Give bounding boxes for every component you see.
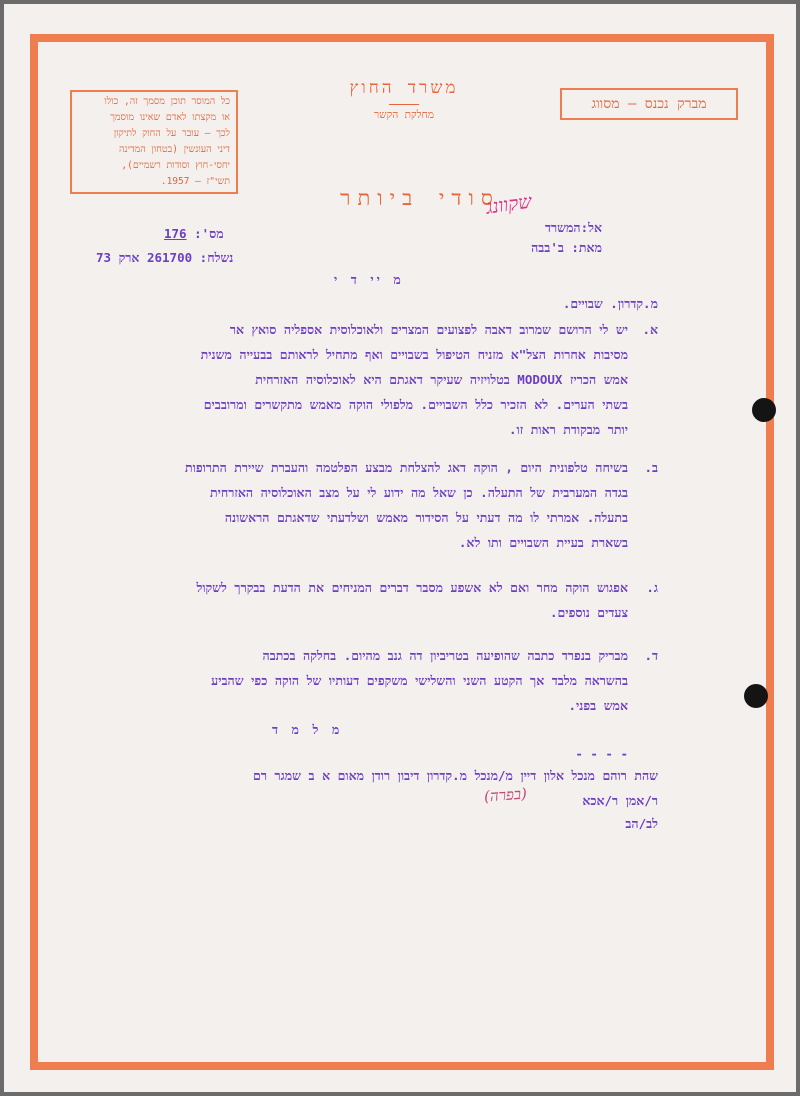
letterhead	[304, 78, 504, 121]
paragraph-line: יש לי הרושם שמרוב דאבה לפצועים המצרים ולאוכלוסית אספליה סואץ אר	[229, 322, 628, 337]
handwritten-mark: שקוונג	[484, 190, 534, 219]
paragraph-line: יותר מבקודת ראות זו.	[509, 422, 628, 437]
paragraph-line: בהשראה מלבד אך הקטע השני והשלישי משקפים דעותיו של הוקה כפי שהביע	[211, 673, 628, 688]
number-value: 176	[164, 226, 187, 241]
paragraph-line: בשתי הערים. לא הזכיר כלל השבויים. מלפולי הוקה מאמש מתקשרים ומרובבים	[203, 397, 628, 412]
document-sheet	[4, 4, 796, 1092]
paragraph-line: מסיבות אחרות הצל"א מזניח הטיפול בשבויים ואף מתחיל לראותם בבעייה משנית	[200, 347, 628, 362]
sent-line	[96, 250, 233, 266]
classification-heading: סודי ביותר	[340, 186, 500, 210]
sent-label: נשלח:	[199, 250, 234, 265]
paragraph-line: בשיחה טלפונית היום , הוקה דאג להצלחת מבצע הפלטמה והעברת שיירת התרופות	[185, 460, 628, 475]
legal-notice-line: יחסי-חוץ וסודות רשמיים),	[121, 160, 230, 171]
addressee: מ.קדרון. שבויים.	[562, 296, 658, 311]
number-label: מס':	[194, 226, 224, 241]
legal-notice-line: תשי"ז — 1957.	[160, 176, 230, 187]
paragraph-line: בתעלה. אמרתי לו מה דעתי על הסידור מאמש ושלדעתי שדאגתם הראשונה	[224, 510, 628, 525]
paragraph-marker: ג.	[646, 580, 658, 595]
from-line: מאת: ב'בבה	[531, 240, 602, 255]
paragraph-line: בגדה המערבית של התעלה. כן שאל מה ידוע לי על מצב האוכלוסיה האזרחית	[209, 485, 628, 500]
distribution-line: שהת רוהם מנכל אלון דיין מ/מנכל מ.קדרון דיבון רודן מאום א ב שמגר רם	[253, 768, 658, 783]
to-line: אל:המשרד	[544, 220, 602, 235]
paragraph-marker: ד.	[644, 648, 658, 663]
punch-hole	[744, 684, 768, 708]
sent-value: 261700 ארק 73	[96, 250, 193, 265]
department-name: מחלקת הקשר	[374, 109, 434, 121]
ministry-name: משרד החוץ	[349, 78, 459, 98]
salutation: מ יי ד י	[334, 272, 404, 287]
legal-notice-line: דיני העונשין (בטחון המדינה	[118, 144, 230, 155]
divider-dashes: - - - -	[575, 746, 628, 761]
distribution-line: ר/אמן ר/אכא	[582, 793, 658, 808]
punch-hole	[752, 398, 776, 422]
distribution-line: לב/הב	[625, 816, 658, 831]
legal-notice-line: לכך — עובר על החוק לתיקון	[113, 128, 230, 139]
legal-notice-line: כל המוסר תוכן מסמך זה, כולו	[104, 96, 230, 107]
handwritten-note: (בפרה)	[483, 784, 528, 806]
paragraph-line: מבריק בנפרד כתבה שהופיעה בטריביון דה גנב מהיום. בחלקה בכתבה	[262, 648, 628, 663]
paragraph-line: אמש בפני.	[568, 698, 628, 713]
paragraph-marker: ב.	[644, 460, 658, 475]
cable-number	[164, 226, 224, 242]
legal-notice-line: או מקצתו לאדם שאינו מוסמך	[110, 112, 230, 123]
paragraph-marker: א.	[642, 322, 658, 337]
letterhead-rule	[389, 104, 419, 105]
paragraph-line: בשארת בעיית השבויים ותו לא.	[458, 535, 628, 550]
cable-type-stamp: מברק נכנס – מסווג	[560, 88, 738, 120]
paragraph-line: אמש הכריז MODOUX בטלויזיה שעיקר דאגתם היא לאוכלוסיה האזרחית	[255, 372, 628, 387]
legal-notice-stamp	[70, 90, 238, 194]
paragraph-line: אפגוש הוקה מחר ואם לא אשפע מסבר דברים המניחים את הדעת בבקרך לשקול	[196, 580, 628, 595]
paragraph-line: צעדים נוספים.	[549, 605, 628, 620]
signature: מ ל מ ד	[272, 722, 343, 737]
